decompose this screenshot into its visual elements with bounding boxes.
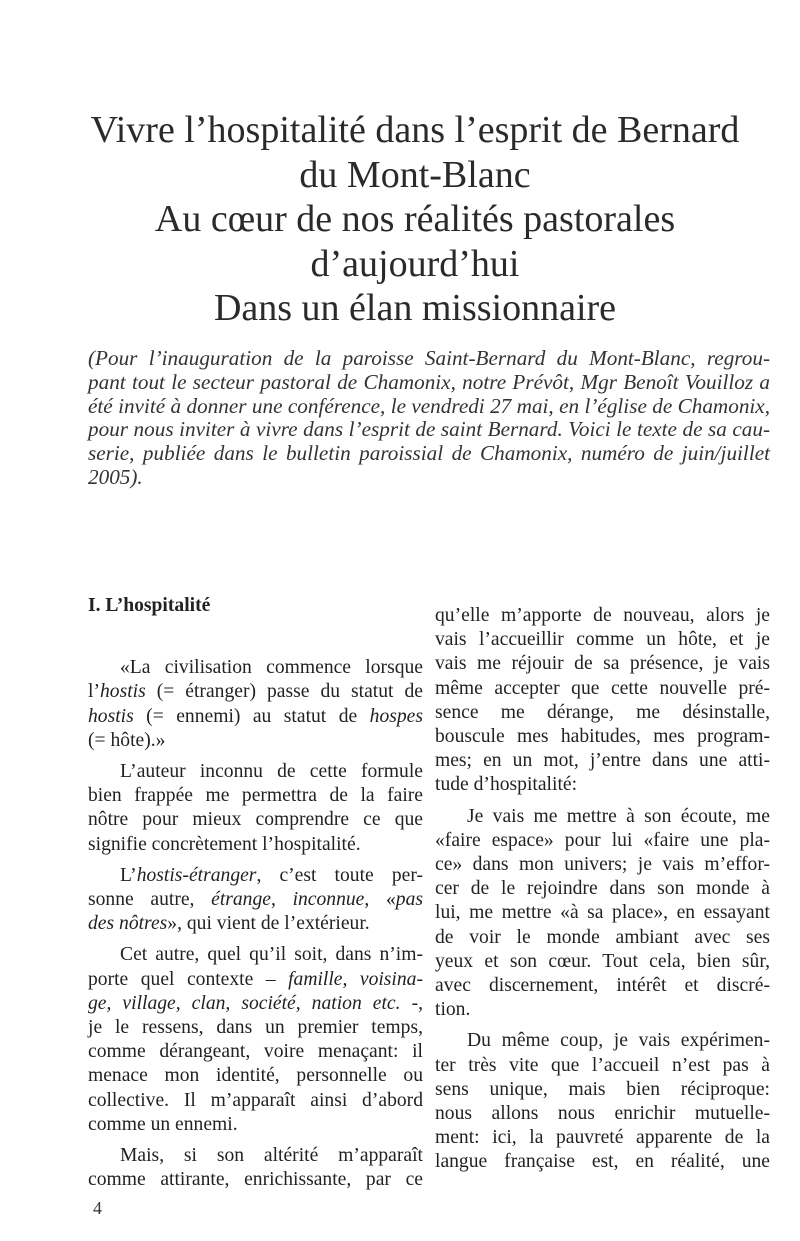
text-line: signifie concrètement l’hospitalité. bbox=[88, 833, 361, 855]
article-title bbox=[60, 108, 770, 331]
text-line: L’auteur inconnu de cette formule bbox=[120, 761, 423, 783]
intro-line: pant tout le secteur pastoral de Chamonix, notre Prévôt, Mgr Benoît Vouilloz a bbox=[88, 369, 770, 394]
intro-line: pour nous inviter à vivre dans l’esprit de saint Bernard. Voici le texte de sa cau- bbox=[88, 417, 770, 442]
title-line: Au cœur de nos réalités pastorales bbox=[154, 198, 676, 240]
text-line: «La civilisation commence lorsque bbox=[120, 657, 423, 679]
text-line: sonne autre, étrange, inconnue, «pas bbox=[88, 889, 423, 911]
title-line: du Mont-Blanc bbox=[299, 153, 531, 196]
paragraph bbox=[435, 805, 770, 1023]
text-line: Du même coup, je vais expérimen- bbox=[467, 1030, 770, 1052]
text-line: ter très vite que l’accueil n’est pas à bbox=[435, 1054, 770, 1076]
text-line: de voir le monde ambiant avec ses bbox=[435, 926, 770, 948]
text-line: vais l’accueillir comme un hôte, et je bbox=[435, 629, 770, 651]
text-line: ge, village, clan, société, nation etc. -, bbox=[88, 992, 424, 1014]
text-line: je le ressens, dans un premier temps, bbox=[88, 1017, 423, 1039]
paragraph bbox=[88, 1144, 423, 1192]
title-line: Vivre l’hospitalité dans l’esprit de Bernard bbox=[90, 109, 740, 151]
paragraph bbox=[435, 604, 770, 798]
text-line: langue française est, en réalité, une bbox=[435, 1151, 770, 1173]
text-line: nous allons nous enrichir mutuelle- bbox=[435, 1103, 770, 1125]
text-line: porte quel contexte – famille, voisina- bbox=[88, 968, 423, 990]
text-line: collective. Il m’apparaît ainsi d’abord bbox=[88, 1089, 423, 1111]
text-line: lui, me mettre «à sa place», en essayant bbox=[435, 902, 770, 924]
text-line: comme dérangeant, voire menaçant: il bbox=[88, 1041, 423, 1063]
section-heading: I. L’hospitalité bbox=[88, 595, 211, 616]
paragraph bbox=[435, 1029, 770, 1174]
text-line: hostis (= ennemi) au statut de hospes bbox=[88, 705, 423, 727]
text-line: mes; en un mot, j’entre dans une atti- bbox=[435, 750, 770, 772]
intro-note bbox=[88, 347, 770, 490]
text-line: sence me dérange, me désinstalle, bbox=[435, 701, 770, 723]
right-column bbox=[435, 604, 770, 1182]
left-column bbox=[88, 594, 423, 1199]
text-line: «faire espace» pour lui «faire une pla- bbox=[435, 829, 770, 851]
intro-line: serie, publiée dans le bulletin paroissial de Chamonix, numéro de juin/juillet bbox=[88, 441, 770, 466]
text-line: sens unique, mais bien réciproque: bbox=[435, 1078, 770, 1100]
text-line: L’hostis-étranger, c’est toute per- bbox=[120, 864, 423, 886]
intro-line: été invité à donner une conférence, le vendredi 27 mai, en l’église de Chamonix, bbox=[88, 393, 770, 418]
text-line: Mais, si son altérité m’apparaît bbox=[120, 1145, 423, 1167]
text-line: avec discernement, intérêt et discré- bbox=[435, 975, 770, 997]
text-line: qu’elle m’apporte de nouveau, alors je bbox=[435, 605, 770, 626]
text-line: bien frappée me permettra de la faire bbox=[88, 785, 423, 807]
text-line: (= hôte).» bbox=[88, 729, 166, 751]
text-line: Je vais me mettre à son écoute, me bbox=[467, 805, 770, 827]
title-line: d’aujourd’hui bbox=[310, 242, 520, 285]
text-line: tude d’hospitalité: bbox=[435, 774, 578, 796]
paragraph bbox=[88, 943, 423, 1137]
text-line: nôtre pour mieux comprendre ce que bbox=[88, 809, 423, 831]
text-line: des nôtres», qui vient de l’extérieur. bbox=[88, 913, 370, 935]
intro-line: (Pour l’inauguration de la paroisse Saint-Bernard du Mont-Blanc, regrou- bbox=[88, 346, 770, 370]
intro-line: 2005). bbox=[88, 464, 143, 489]
text-line: Cet autre, quel qu’il soit, dans n’im- bbox=[120, 944, 423, 966]
title-line: Dans un élan missionnaire bbox=[213, 287, 617, 329]
text-line: comme attirante, enrichissante, par ce bbox=[88, 1169, 423, 1191]
text-line: vais me réjouir de sa présence, je vais bbox=[435, 653, 770, 675]
text-line: ment: ici, la pauvreté apparente de la bbox=[435, 1127, 770, 1149]
paragraph bbox=[88, 760, 423, 857]
text-line: tion. bbox=[435, 999, 471, 1021]
page-number: 4 bbox=[93, 1198, 102, 1218]
text-line: menace mon identité, personnelle ou bbox=[88, 1065, 423, 1087]
paragraph bbox=[88, 864, 423, 937]
text-line: même accepter que cette nouvelle pré- bbox=[435, 677, 770, 699]
text-line: yeux et son cœur. Tout cela, bien sûr, bbox=[435, 950, 770, 972]
paragraph bbox=[88, 656, 423, 753]
text-line: ce» dans mon univers; je vais m’effor- bbox=[435, 854, 770, 876]
text-line: comme un ennemi. bbox=[88, 1113, 238, 1135]
text-line: l’hostis (= étranger) passe du statut de bbox=[88, 681, 423, 703]
text-line: cer de le rejoindre dans son monde à bbox=[435, 878, 770, 900]
text-line: bouscule mes habitudes, mes program- bbox=[435, 726, 770, 748]
